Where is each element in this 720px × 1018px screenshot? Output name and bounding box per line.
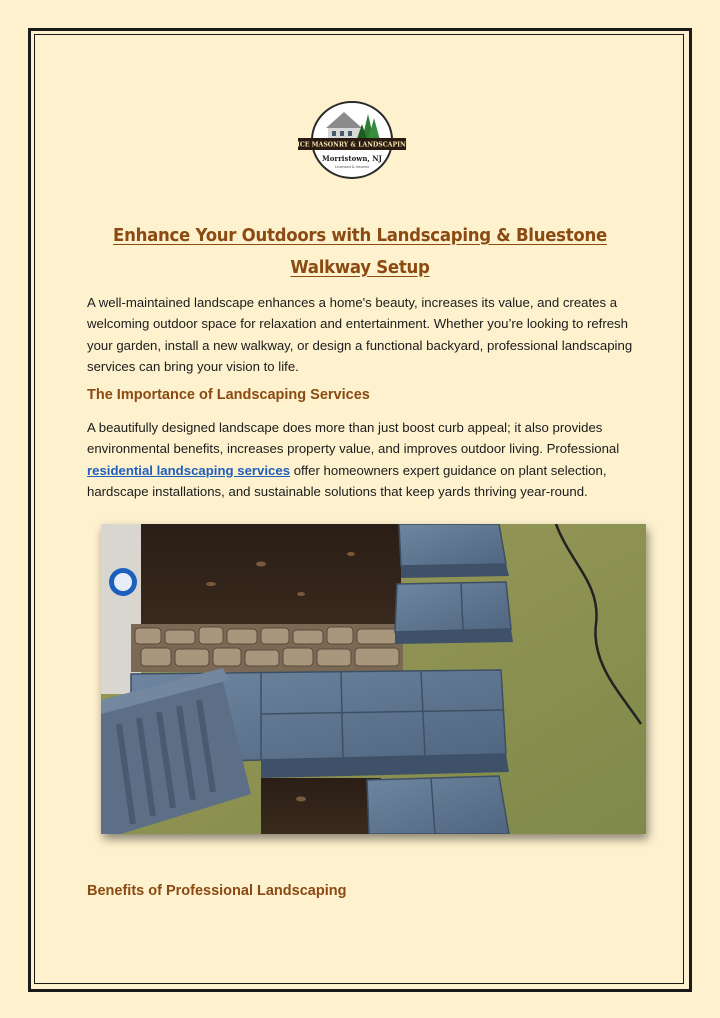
logo-brand-text: MCE MASONRY & LANDSCAPING (296, 141, 408, 149)
company-logo (296, 100, 408, 180)
section-heading-importance: The Importance of Landscaping Services (87, 387, 370, 403)
intro-paragraph: A well-maintained landscape enhances a home's beauty, increases its value, and creates a welcoming outdoor space for relaxation and entertainment. Whether you’re looking to refresh your garden, install a new walkway, or design a functional backyard, professional landscaping services can bring your vision to life. (87, 295, 633, 374)
bluestone-walkway-photo (101, 524, 646, 834)
importance-text-before-link: A beautifully designed landscape does more than just boost curb appeal; it also provides environmental benefits, increases property value, and improves outdoor living. Professional (87, 420, 620, 457)
section-heading-benefits: Benefits of Professional Landscaping (87, 883, 347, 899)
residential-landscaping-link[interactable]: residential landscaping services (87, 462, 291, 478)
page-title: Enhance Your Outdoors with Landscaping & Bluestone Walkway Setup (113, 225, 607, 278)
importance-text-after-link: offer homeowners expert guidance on plant selection, hardscape installations, and sustainable solutions that keep yards thriving year-round. (87, 462, 607, 499)
logo-tagline-text: Licensed & Insured (335, 165, 369, 169)
logo-location-text: Morristown, NJ (322, 154, 382, 163)
importance-paragraph (87, 417, 647, 502)
